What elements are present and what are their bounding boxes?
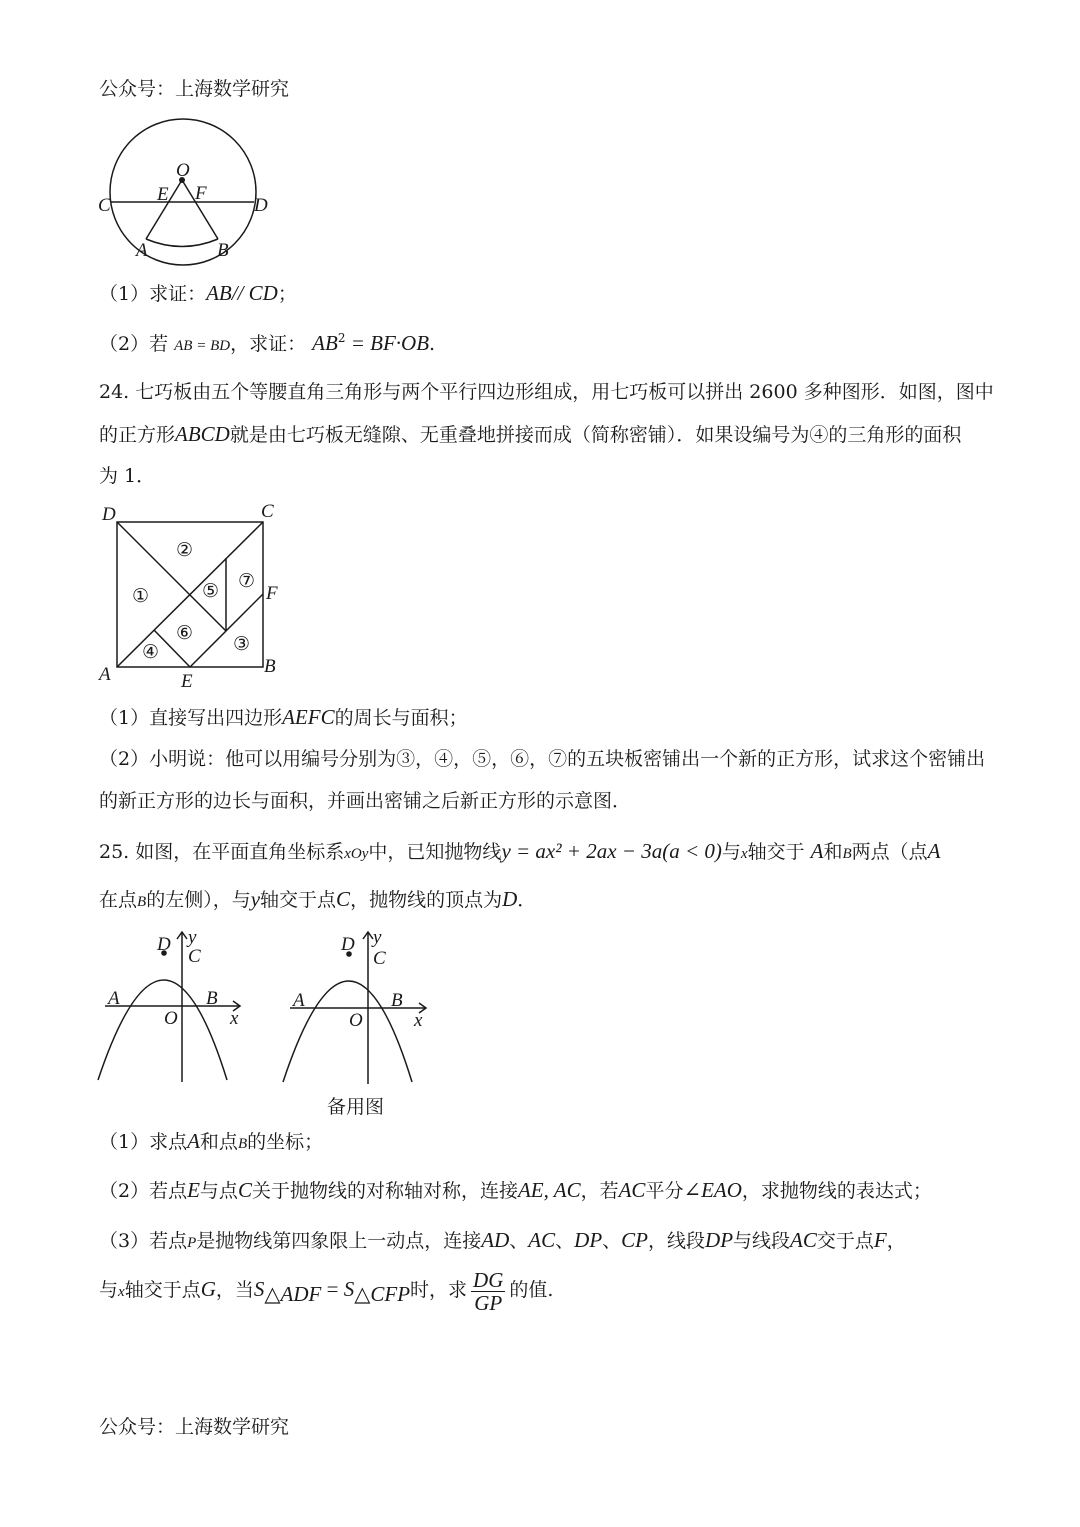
q25-l2-a: 在点	[99, 889, 138, 911]
q25-l1-x: x	[740, 846, 748, 862]
label-b: B	[206, 988, 218, 1009]
q25-p2-e: 平分	[645, 1180, 684, 1202]
label-a: A	[136, 240, 148, 261]
q23-p1-suffix: ；	[277, 283, 297, 305]
fraction-dg-gp	[471, 1269, 505, 1314]
q25-p1-a-point: A	[187, 1129, 200, 1153]
label-d: D	[341, 934, 355, 955]
q24-line2-b: 就是由七巧板无缝隙、无重叠地拼接而成（简称密铺）．如果设编号为④的三角形的面积	[229, 424, 962, 446]
q25-part3-line2	[99, 1263, 553, 1318]
q24-p1-b: 的周长与面积；	[334, 707, 468, 729]
q23-p2-rhs: = BF·OB	[345, 331, 430, 355]
q25-p3l2-b: 轴交于点	[124, 1279, 201, 1301]
q25-p3l2-sub1: △ADF	[264, 1282, 322, 1306]
q23-p2-exp: 2	[337, 331, 346, 345]
q24-part2-line2: 的新正方形的边长与面积，并画出密铺之后新正方形的示意图．	[99, 790, 632, 812]
q24-part2-line1: （2）小明说：他可以用编号分别为③，④，⑤，⑥，⑦的五块板密铺出一个新的正方形，试求这个密铺出	[99, 748, 986, 770]
piece-3-label: ③	[233, 633, 251, 655]
label-x: x	[230, 1008, 239, 1029]
q23-p2-mid: ，求证：	[230, 333, 307, 355]
label-a: A	[293, 990, 305, 1011]
label-c: C	[188, 946, 201, 967]
label-a: A	[108, 988, 120, 1009]
q25-p1-a: （1）求点	[99, 1131, 188, 1153]
q25-p3-p: P	[187, 1235, 197, 1251]
label-e: E	[157, 184, 169, 205]
q25-l1-d: 轴交于	[747, 841, 805, 863]
q25-p3-ac: AC	[528, 1228, 556, 1252]
q25-l1-e: 和	[823, 841, 843, 863]
q25-l2-d: ，抛物线的顶点为	[350, 889, 503, 911]
q25-l2-d-point: D	[502, 887, 518, 911]
q25-l1-eq: y = ax² + 2ax − 3a(a < 0)	[501, 839, 722, 863]
q25-p1-b-point: B	[237, 1136, 248, 1152]
q25-p3l2-a: 与	[99, 1279, 119, 1301]
q25-l1-xoy: xOy	[344, 846, 369, 862]
q25-p3-f: ，	[886, 1230, 906, 1252]
q25-p3l2-c: ，当	[215, 1279, 254, 1301]
q25-p3-sep2: 、	[555, 1230, 575, 1252]
q25-l2-e: ．	[517, 889, 537, 911]
label-b: B	[217, 240, 229, 261]
q25-p2-f: ，求抛物线的表达式；	[741, 1180, 932, 1202]
footer-text: 公众号：上海数学研究	[99, 1416, 290, 1438]
q25-p3l2-eq: =	[321, 1277, 344, 1301]
q25-p2-ac: AC	[618, 1178, 646, 1202]
q23-p1-prefix: （1）求证：	[99, 283, 207, 305]
piece-6-label: ⑥	[176, 622, 194, 644]
q25-l2-c: 轴交于点	[260, 889, 337, 911]
piece-1-label: ①	[132, 585, 150, 607]
q25-p3l2-s1: S	[253, 1277, 265, 1301]
q23-p2-lhs: AB	[312, 331, 338, 355]
q25-p3-a: （3）若点	[99, 1230, 188, 1252]
piece-5-label: ⑤	[202, 580, 220, 602]
q25-p3l2-d: 时，求	[410, 1279, 468, 1301]
q24-p1-a: （1）直接写出四边形	[99, 707, 283, 729]
q25-p3-ac2: AC	[790, 1228, 817, 1252]
q25-p2-c-point: C	[237, 1178, 252, 1202]
header-text: 公众号：上海数学研究	[99, 78, 290, 100]
q25-p2-c: 关于抛物线的对称轴对称，连接	[251, 1180, 518, 1202]
fraction-denominator: GP	[474, 1290, 503, 1315]
q25-p1-c: 的坐标；	[247, 1131, 324, 1153]
label-d: D	[254, 195, 268, 216]
q25-p3-f-point: F	[873, 1228, 887, 1252]
q25-p3-dp: DP	[574, 1228, 603, 1252]
label-d: D	[102, 504, 116, 525]
label-a: A	[99, 664, 111, 685]
q25-p3-cp: CP	[621, 1228, 649, 1252]
label-c: C	[261, 501, 274, 522]
q25-l1-a: 25. 如图，在平面直角坐标系	[99, 841, 345, 863]
q25-p3-e: 交于点	[816, 1230, 874, 1252]
q25-l1-b: 中，已知抛物线	[368, 841, 502, 863]
label-b: B	[391, 990, 403, 1011]
q25-p2-a: （2）若点	[99, 1180, 188, 1202]
q23-p2-prefix: （2）若	[99, 333, 169, 355]
q25-p3-sep3: 、	[602, 1230, 622, 1252]
label-y: y	[188, 927, 197, 948]
label-c: C	[98, 195, 111, 216]
q25-p1-b: 和点	[199, 1131, 238, 1153]
label-x: x	[414, 1010, 423, 1031]
piece-4-label: ④	[142, 641, 160, 663]
label-b: B	[264, 656, 276, 677]
q25-part3-line1	[99, 1227, 906, 1256]
q25-p3l2-x: x	[118, 1284, 125, 1300]
q25-l1-c: 与	[721, 841, 741, 863]
q25-p3-b: 是抛物线第四象限上一动点，连接	[196, 1230, 482, 1252]
q25-l1-a2-point: A	[927, 839, 941, 863]
q25-p3-c: ，线段	[648, 1230, 706, 1252]
q25-p2-e-point: E	[187, 1178, 200, 1202]
q25-p2-ae-ac: AE, AC	[517, 1178, 581, 1202]
label-o: O	[349, 1010, 363, 1031]
q24-line3: 为 1．	[99, 465, 156, 487]
q25-l2-y: y	[250, 887, 261, 911]
q25-part2	[99, 1177, 932, 1204]
q25-l2-c-point: C	[336, 887, 351, 911]
q23-p1-math: AB// CD	[206, 281, 278, 305]
figure-caption: 备用图	[327, 1096, 385, 1118]
q25-p3l2-e: 的值.	[509, 1279, 554, 1301]
piece-7-label: ⑦	[238, 570, 256, 592]
label-f: F	[195, 183, 207, 204]
q24-line2-a: 的正方形	[99, 424, 176, 446]
label-o: O	[164, 1008, 178, 1029]
q25-l1-f: 两点（点	[851, 841, 928, 863]
q25-l2-b: 的左侧），与	[146, 889, 251, 911]
q23-p2-cond: AB = BD	[174, 338, 231, 354]
q25-p3l2-sub2: △CFP	[354, 1282, 411, 1306]
label-f: F	[266, 583, 278, 604]
q25-l1-b-point: B	[842, 846, 852, 862]
q25-p2-b: 与点	[199, 1180, 238, 1202]
q24-line2-math: ABCD	[175, 422, 230, 446]
q24-line1: 24. 七巧板由五个等腰直角三角形与两个平行四边形组成，用七巧板可以拼出 2600 多种图形．如图，图中	[99, 381, 994, 403]
q25-l1-a-point: A	[810, 839, 824, 863]
q25-p2-angle: ∠EAO	[683, 1178, 742, 1202]
label-d: D	[157, 934, 171, 955]
piece-2-label: ②	[176, 539, 194, 561]
label-o: O	[176, 160, 190, 181]
q25-p3l2-g: G	[200, 1277, 216, 1301]
q23-p2-end: .	[429, 333, 436, 355]
q25-p2-d: ，若	[580, 1180, 619, 1202]
label-y: y	[373, 927, 382, 948]
q24-p1-math: AEFC	[282, 705, 335, 729]
q25-l2-b-point: B	[137, 894, 147, 910]
label-e: E	[181, 671, 193, 692]
fraction-numerator: DG	[473, 1267, 504, 1292]
q25-p3-ad: AD	[481, 1228, 510, 1252]
q25-p3-sep1: 、	[509, 1230, 529, 1252]
q25-p3-d: 与线段	[733, 1230, 791, 1252]
q25-part1	[99, 1128, 323, 1157]
q25-p3l2-s2: S	[343, 1277, 355, 1301]
q25-p3-dp2: DP	[705, 1228, 734, 1252]
label-c: C	[373, 948, 386, 969]
